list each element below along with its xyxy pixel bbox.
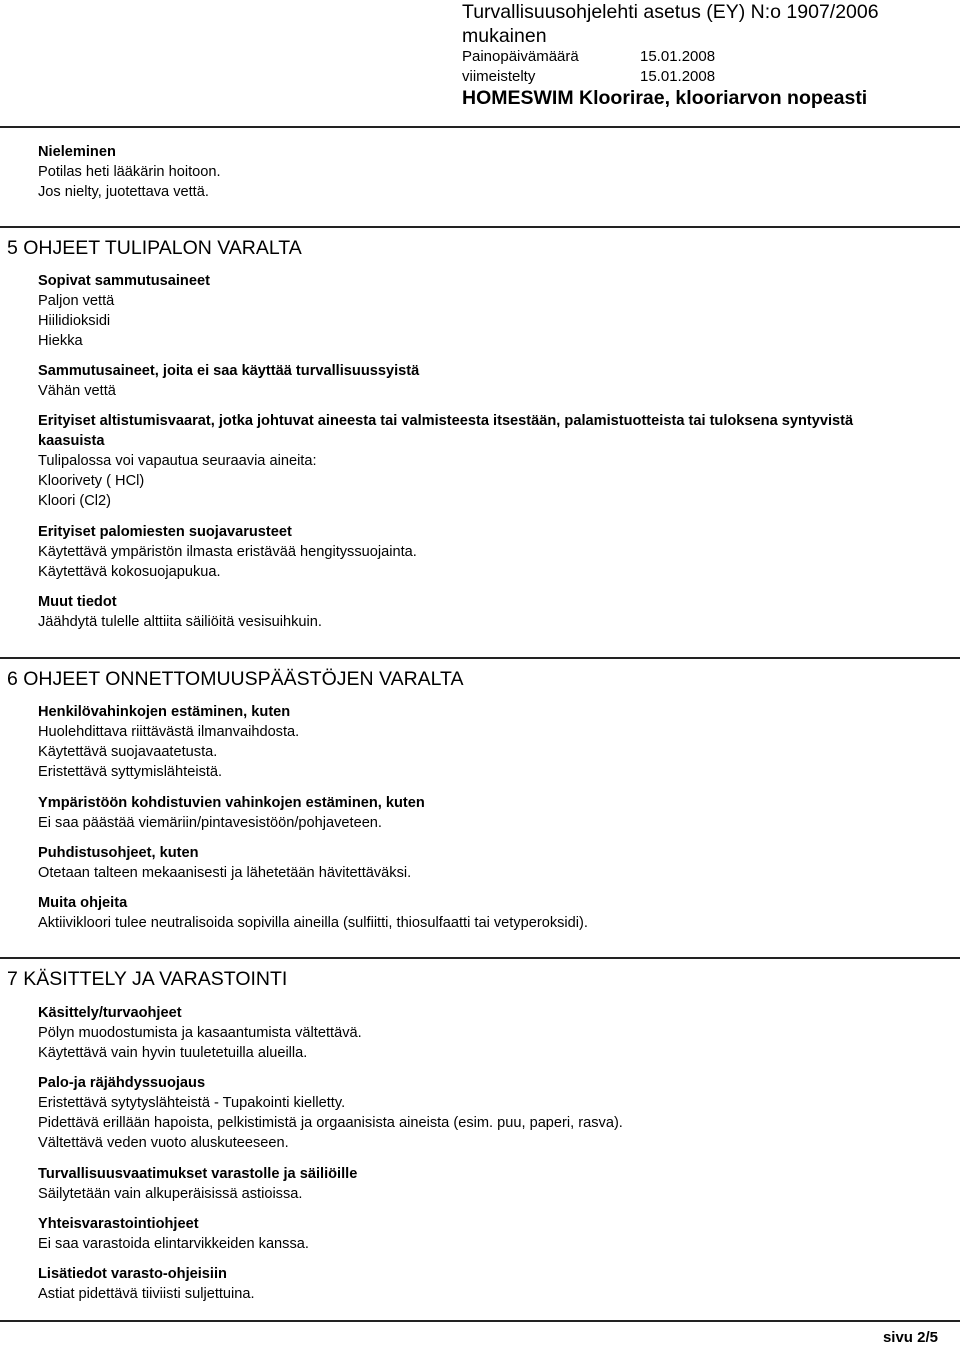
revised-value: 15.01.2008 — [640, 68, 716, 85]
footer-divider — [0, 1320, 960, 1322]
section-6-title: 6 OHJEET ONNETTOMUUSPÄÄSTÖJEN VARALTA — [7, 668, 464, 690]
page-number: sivu 2/5 — [882, 1329, 938, 1346]
subsection-heading-continued: kaasuista — [38, 433, 105, 449]
subsection-heading: Palo-ja räjähdyssuojaus — [38, 1075, 206, 1091]
text-line: Paljon vettä — [38, 293, 115, 309]
section-divider — [0, 226, 960, 228]
joint-storage-block — [38, 1214, 938, 1254]
document-title: Turvallisuusohjelehti asetus (EY) N:o 1907/2006 — [462, 1, 879, 23]
text-line: Huolehdittava riittävästä ilmanvaihdosta. — [38, 724, 300, 740]
personal-precautions-block — [38, 702, 938, 782]
section-divider — [0, 657, 960, 659]
text-line: Käytettävä kokosuojapukua. — [38, 564, 221, 580]
subsection-heading: Yhteisvarastointiohjeet — [38, 1216, 199, 1232]
ingestion-line: Potilas heti lääkärin hoitoon. — [38, 164, 221, 180]
fire-explosion-protection-block — [38, 1073, 938, 1153]
text-line: Eristettävä sytytyslähteistä - Tupakointi kielletty. — [38, 1095, 346, 1111]
text-line: Vähän vettä — [38, 383, 116, 399]
subsection-heading: Sammutusaineet, joita ei saa käyttää turvallisuussyistä — [38, 363, 420, 379]
cleanup-methods-block — [38, 843, 938, 883]
text-line: Hiilidioksidi — [38, 313, 111, 329]
text-line: Jäähdytä tulelle alttiita säiliöitä vesisuihkuin. — [38, 614, 322, 630]
handling-block — [38, 1003, 938, 1063]
ingestion-line: Jos nielty, juotettava vettä. — [38, 184, 209, 200]
ingestion-heading: Nieleminen — [38, 144, 116, 160]
text-line: Käytettävä vain hyvin tuuletetuilla alueilla. — [38, 1045, 308, 1061]
other-info-block — [38, 592, 938, 632]
print-date-value: 15.01.2008 — [640, 48, 716, 65]
environmental-precautions-block — [38, 793, 938, 833]
section-5-title: 5 OHJEET TULIPALON VARALTA — [7, 237, 302, 259]
text-line: Tulipalossa voi vapautua seuraavia aineita: — [38, 453, 317, 469]
extinguishing-media-block — [38, 271, 938, 351]
subsection-heading: Lisätiedot varasto-ohjeisiin — [38, 1266, 227, 1282]
text-line: Pidettävä erillään hapoista, pelkistimistä ja orgaanisista aineista (esim. puu, paperi, rasva). — [38, 1115, 623, 1131]
subsection-heading: Erityiset palomiesten suojavarusteet — [38, 524, 292, 540]
text-line: Pölyn muodostumista ja kasaantumista vältettävä. — [38, 1025, 362, 1041]
text-line: Kloori (Cl2) — [38, 493, 111, 509]
text-line: Aktiivikloori tulee neutralisoida sopivilla aineilla (sulfiitti, thiosulfaatti tai vetyperoksidi). — [38, 915, 588, 931]
subsection-heading: Henkilövahinkojen estäminen, kuten — [38, 704, 291, 720]
subsection-heading: Muita ohjeita — [38, 895, 128, 911]
revised-date-row — [462, 68, 715, 86]
storage-additional-info-block — [38, 1264, 938, 1304]
subsection-heading: Ympäristöön kohdistuvien vahinkojen estäminen, kuten — [38, 795, 425, 811]
print-date-label: Painopäivämäärä — [462, 48, 579, 65]
text-line: Ei saa varastoida elintarvikkeiden kanssa. — [38, 1236, 309, 1252]
ingestion-block — [38, 142, 938, 202]
text-line: Ei saa päästää viemäriin/pintavesistöön/pohjaveteen. — [38, 815, 382, 831]
other-instructions-block — [38, 893, 938, 933]
product-name: HOMESWIM Kloorirae, klooriarvon nopeasti — [462, 87, 868, 109]
text-line: Astiat pidettävä tiiviisti suljettuina. — [38, 1286, 255, 1302]
subsection-heading: Erityiset altistumisvaarat, jotka johtuvat aineesta tai valmisteesta itsestään, palamistuotteista tai tuloksena syntyvistä — [38, 413, 854, 429]
text-line: Kloorivety ( HCl) — [38, 473, 145, 489]
unsuitable-media-block — [38, 361, 938, 401]
subsection-heading: Käsittely/turvaohjeet — [38, 1005, 182, 1021]
section-7-title: 7 KÄSITTELY JA VARASTOINTI — [7, 968, 288, 990]
print-date-row — [462, 48, 715, 66]
storage-requirements-block — [38, 1164, 938, 1204]
text-line: Käytettävä suojavaatetusta. — [38, 744, 218, 760]
subsection-heading: Sopivat sammutusaineet — [38, 273, 210, 289]
subsection-heading: Puhdistusohjeet, kuten — [38, 845, 199, 861]
revised-label: viimeistelty — [462, 68, 536, 85]
text-line: Käytettävä ympäristön ilmasta eristävää hengityssuojainta. — [38, 544, 417, 560]
document-title-continued: mukainen — [462, 25, 547, 47]
text-line: Otetaan talteen mekaanisesti ja lähetetään hävitettäväksi. — [38, 865, 412, 881]
section-divider — [0, 957, 960, 959]
text-line: Eristettävä syttymislähteistä. — [38, 764, 223, 780]
header-divider — [0, 126, 960, 128]
firefighter-equipment-block — [38, 522, 938, 582]
exposure-hazards-block — [38, 411, 938, 511]
text-line: Vältettävä veden vuoto aluskuteeseen. — [38, 1135, 289, 1151]
subsection-heading: Turvallisuusvaatimukset varastolle ja säiliöille — [38, 1166, 358, 1182]
text-line: Hiekka — [38, 333, 83, 349]
subsection-heading: Muut tiedot — [38, 594, 117, 610]
text-line: Säilytetään vain alkuperäisissä astioissa. — [38, 1186, 303, 1202]
